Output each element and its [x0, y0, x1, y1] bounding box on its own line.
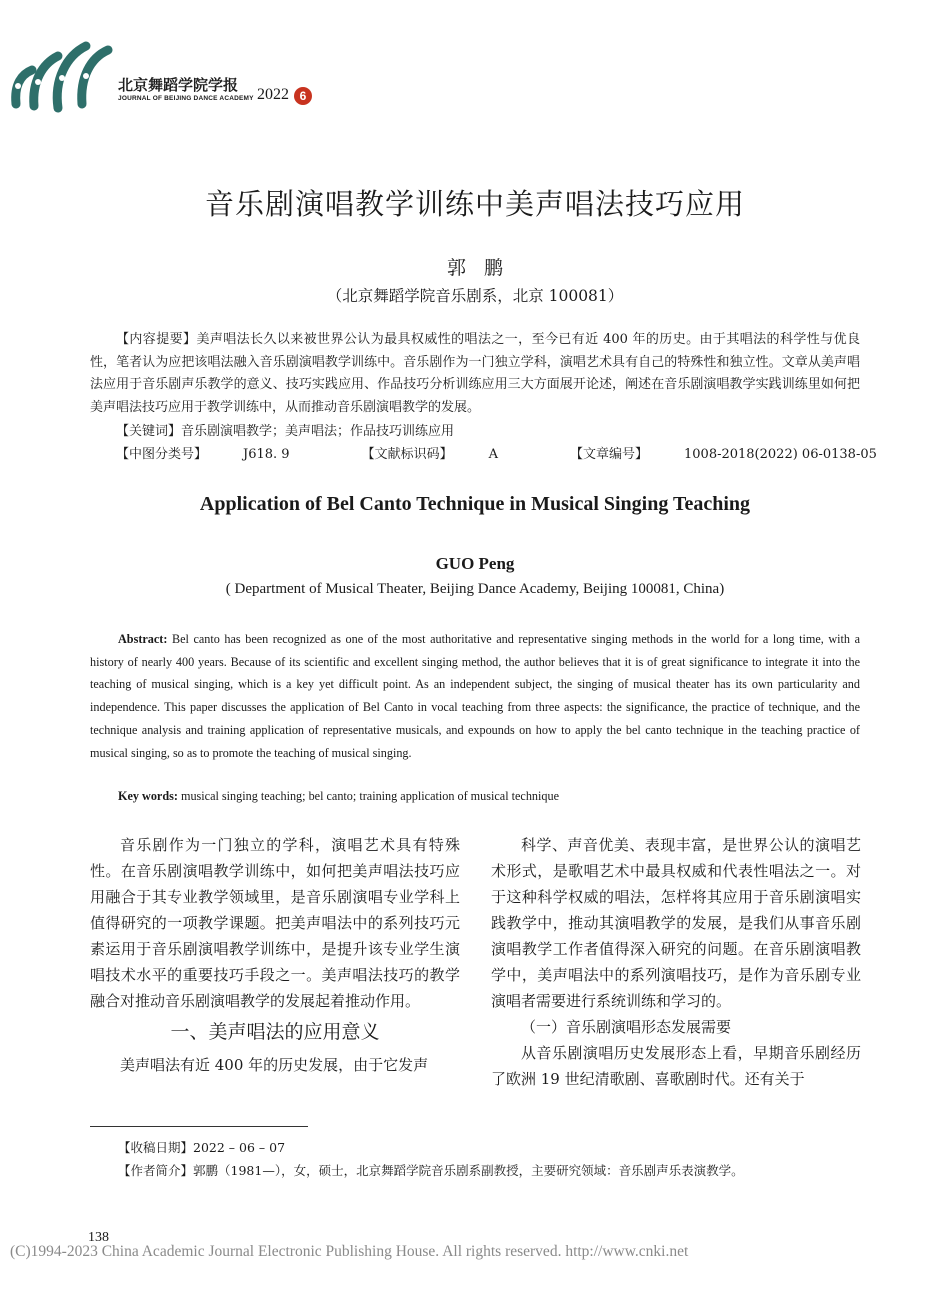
abstract-en	[90, 628, 860, 764]
abstract-cn-label: 【内容提要】	[116, 332, 197, 347]
issue-badge: 6	[294, 87, 312, 105]
article-title-en: Application of Bel Canto Technique in Musical Singing Teaching	[199, 493, 751, 515]
body-paragraph: 从音乐剧演唱历史发展形态上看，早期音乐剧经历了欧洲 19 世纪清歌剧、喜歌剧时代。还有关于	[491, 1044, 861, 1088]
author-name-cn: 郭鹏	[446, 257, 521, 279]
keywords-cn-text: 音乐剧演唱教学；美声唱法；作品技巧训练应用	[181, 424, 455, 439]
journal-name-cn: 北京舞蹈学院学报	[118, 76, 239, 94]
journal-year: 2022	[257, 86, 289, 103]
classification-line	[90, 444, 877, 467]
dancer-head-4	[83, 73, 89, 79]
author-name-en: GUO Peng	[435, 554, 515, 573]
body-paragraph: 科学、声音优美、表现丰富，是世界公认的演唱艺术形式，是歌唱艺术中最具权威和代表性唱法之一。对于这种科学权威的唱法，怎样将其应用于音乐剧演唱实践教学中，推动其演唱教学的发展，是我们从事音乐剧演唱教学工作者值得深入研究的问题。在音乐剧演唱教学中，美声唱法中的系列演唱技巧，是作为音乐剧专业演唱者需要进行系统训练和学习的。	[491, 836, 861, 1010]
dancer-head-2	[35, 79, 41, 85]
keywords-en-label: Key words:	[118, 789, 178, 803]
abstract-cn	[90, 329, 860, 419]
abstract-en-text: Bel canto has been recognized as one of the most authoritative and representative singing methods in the world for a long time, with a history of nearly 400 years. Because of its scientific and excellent singing method, the author believes that it is of great significance to integrate it into the teaching of musical singing, which is a key yet difficult point. As an independent subject, the singing of musical theater has its own particularity and independence. This paper discusses the application of Bel Canto in vocal teaching from three aspects: the significance, the practice of technique, and the technique analysis and training application of representative musicals, and expounds on how to apply the bel canto technique in the teaching practice of musical singing, so as to promote the teaching of musical singing.	[90, 632, 860, 760]
body-column-left	[90, 832, 460, 1078]
footnote-divider	[90, 1126, 308, 1127]
document-code: 【文献标识码】 A	[361, 447, 498, 462]
body-paragraph: 音乐剧作为一门独立的学科，演唱艺术具有特殊性。在音乐剧演唱教学训练中，如何把美声唱法技巧应用融合于其专业教学领域里，是音乐剧演唱专业学科上值得研究的一项教学课题。把美声唱法中的系列技巧元素运用于音乐剧演唱教学训练中，是提升该专业学生演唱技术水平的重要技巧手段之一。美声唱法技巧的教学融合对推动音乐剧演唱教学的发展起着推动作用。	[90, 836, 460, 1010]
dancer-head-1	[15, 83, 21, 89]
keywords-en-text: musical singing teaching; bel canto; training application of musical technique	[177, 789, 560, 803]
journal-name-en: JOURNAL OF BEIJING DANCE ACADEMY	[118, 95, 254, 102]
author-affiliation-cn: （北京舞蹈学院音乐剧系，北京 100081）	[326, 287, 624, 305]
abstract-en-label: Abstract:	[118, 632, 168, 646]
article-title-cn: 音乐剧演唱教学训练中美声唱法技巧应用	[204, 187, 745, 221]
clc-number: 【中图分类号】 J618. 9	[116, 447, 290, 462]
dancers-logo	[2, 34, 114, 118]
body-paragraph: 美声唱法有近 400 年的历史发展，由于它发声	[120, 1056, 429, 1074]
keywords-en	[118, 789, 559, 804]
article-number: 【文章编号】 1008-2018(2022) 06-0138-05	[569, 447, 877, 462]
footnote-received: 【收稿日期】2022 – 06 – 07	[118, 1140, 286, 1155]
abstract-cn-text: 美声唱法长久以来被世界公认为最具权威性的唱法之一，至今已有近 400 年的历史。由于其唱法的科学性与优良性，笔者认为应把该唱法融入音乐剧演唱教学训练中。音乐剧作为一门独立学科，演唱艺术具有自己的特殊性和独立性。文章从美声唱法应用于音乐剧声乐教学的意义、技巧实践应用、作品技巧分析训练应用三大方面展开论述，阐述在音乐剧演唱教学实践训练里如何把美声唱法技巧应用于教学训练中，从而推动音乐剧演唱教学的发展。	[90, 332, 860, 415]
footnote-author-bio: 【作者简介】郭鹏（1981—），女，硕士，北京舞蹈学院音乐剧系副教授，主要研究领域：音乐剧声乐表演教学。	[118, 1163, 744, 1178]
body-column-right	[491, 832, 861, 1092]
page-number: 138	[88, 1230, 109, 1245]
dancer-head-3	[59, 75, 65, 81]
copyright-watermark: (C)1994-2023 China Academic Journal Electronic Publishing House. All rights reserved. http://www.cnki.net	[10, 1243, 689, 1260]
section-heading: 一、美声唱法的应用意义	[170, 1021, 380, 1043]
keywords-cn-label: 【关键词】	[116, 424, 182, 439]
author-affiliation-en: ( Department of Musical Theater, Beijing Dance Academy, Beijing 100081, China)	[225, 581, 725, 597]
keywords-cn	[90, 421, 860, 444]
subsection-heading: （一）音乐剧演唱形态发展需要	[521, 1018, 732, 1036]
